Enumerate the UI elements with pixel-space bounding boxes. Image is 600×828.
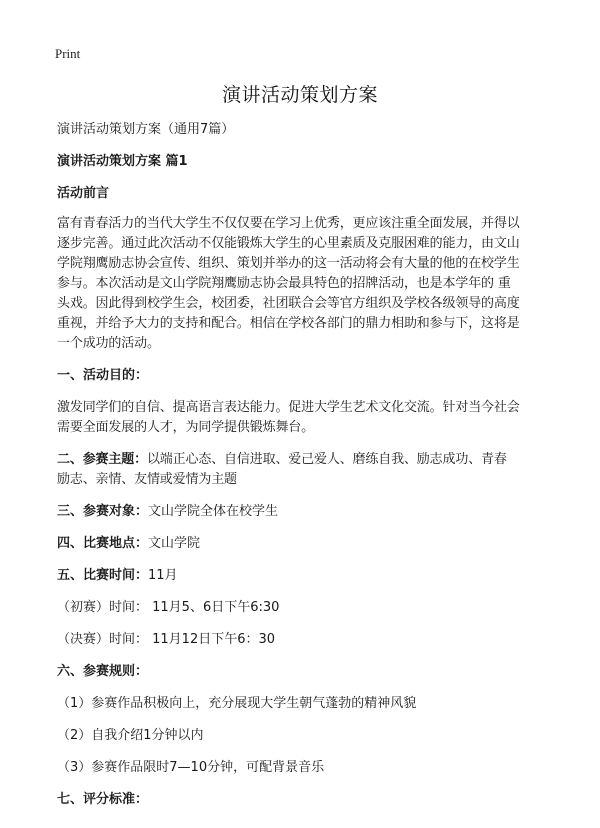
intro-paragraph (57, 214, 549, 354)
section-time (57, 566, 549, 586)
intro-line: 学院翔鹰励志协会宣传、组织、策划并举办的这一活动将会有大量的他的在校学生 (57, 256, 520, 271)
intro-line: 富有青春活力的当代大学生不仅仅要在学习上优秀，更应该注重全面发展，并得以 (57, 216, 520, 231)
time-text: 11月 (148, 568, 178, 583)
rule-item: （1）参赛作品积极向上，充分展现大学生朝气蓬勃的精神风貌 (57, 696, 417, 711)
section-time-heading: 五、比赛时间： (57, 568, 149, 583)
section-purpose-text (57, 398, 549, 438)
section-scoring-heading: 七、评分标准： (57, 792, 149, 807)
section-purpose-heading: 一、活动目的： (57, 368, 149, 383)
article-heading: 演讲活动策划方案 篇1 (57, 154, 188, 169)
document-body (57, 120, 549, 810)
intro-line: 参与。本次活动是文山学院翔鹰励志协会最具特色的招牌活动，也是本学年的 重 (57, 276, 511, 291)
theme-text: 以端正心态、自信进取、爱己爱人、磨练自我、励志成功、青春 (146, 452, 507, 467)
venue-text: 文山学院 (148, 536, 201, 551)
section-theme-heading: 二、参赛主题： (57, 452, 147, 467)
document-subtitle: 演讲活动策划方案（通用7篇） (57, 122, 235, 137)
rule-item: （2）自我介绍1分钟以内 (57, 728, 204, 743)
final-time: （决赛）时间： 11月12日下午6：30 (57, 632, 276, 647)
rule-item: （3）参赛作品限时7—10分钟，可配背景音乐 (57, 760, 325, 775)
participants-text: 文山学院全体在校学生 (148, 504, 279, 519)
section-participants (57, 502, 549, 522)
intro-heading: 活动前言 (57, 186, 110, 201)
print-link[interactable]: Print (55, 46, 81, 61)
intro-line: 头戏。因此得到校学生会，校团委，社团联合会等官方组织及学校各级领导的高度 (57, 296, 520, 311)
theme-line-2: 励志、亲情、友情或爱情为主题 (57, 472, 237, 487)
intro-line: 一个成功的活动。 (57, 336, 160, 351)
document-title: 演讲活动策划方案 (221, 84, 378, 106)
prelim-time: （初赛）时间： 11月5、6日下午6:30 (57, 600, 280, 615)
intro-line: 逐步完善。通过此次活动不仅能锻炼大学生的心里素质及克服困难的能力，由文山 (57, 236, 520, 251)
intro-line: 重视，并给予大力的支持和配合。相信在学校各部门的鼎力相助和参与下，这将是 (57, 316, 520, 331)
section-theme (57, 450, 549, 490)
theme-line (57, 450, 549, 470)
purpose-line: 需要全面发展的人才，为同学提供锻炼舞台。 (57, 420, 315, 435)
section-participants-heading: 三、参赛对象： (57, 504, 149, 519)
section-rules-heading: 六、参赛规则： (57, 664, 149, 679)
section-venue-heading: 四、比赛地点： (57, 536, 149, 551)
purpose-line: 激发同学们的自信、提高语言表达能力。促进大学生艺术文化交流。针对当今社会 (57, 400, 520, 415)
section-venue (57, 534, 549, 554)
